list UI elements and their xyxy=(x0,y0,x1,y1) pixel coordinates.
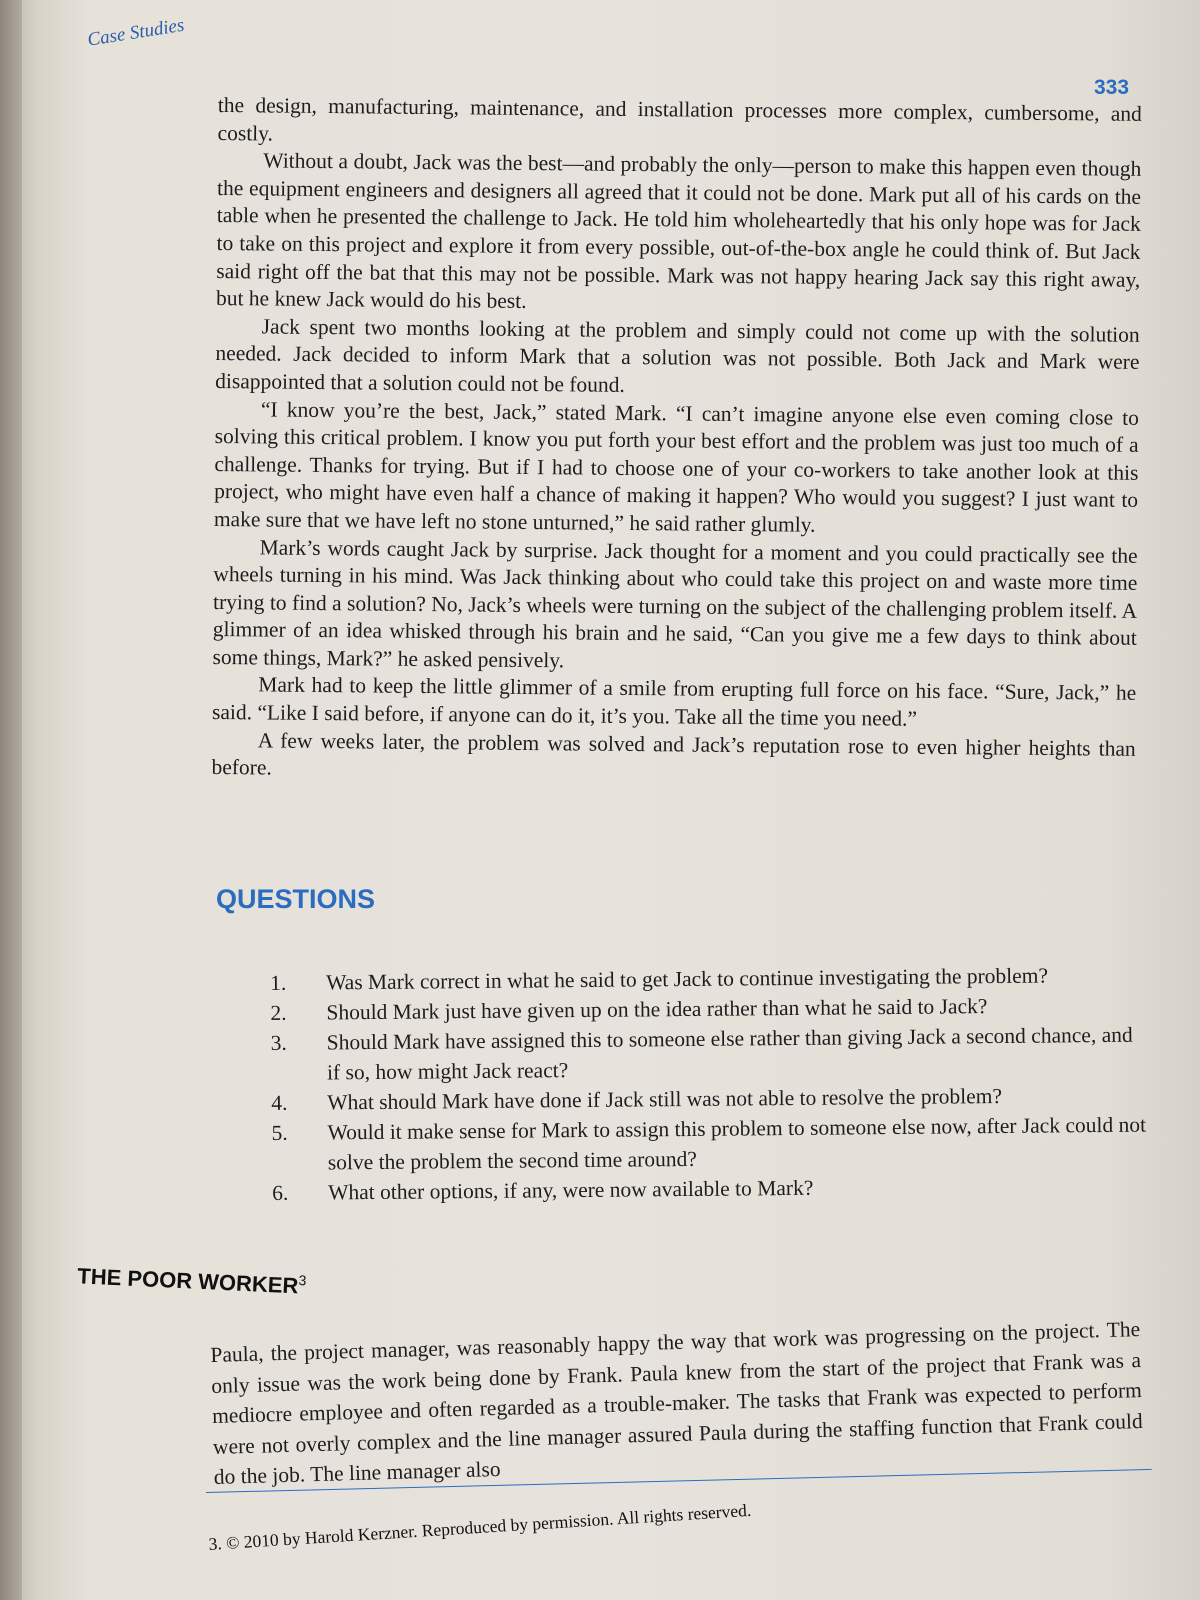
questions-heading: QUESTIONS xyxy=(216,884,376,914)
question-text: What other options, if any, were now available to Mark? xyxy=(328,1175,814,1205)
page-number: 333 xyxy=(1094,76,1130,99)
question-text: Would it make sense for Mark to assign this problem to someone else now, after Jack could not solve the problem the second time around? xyxy=(327,1112,1147,1175)
paragraph: “I know you’re the best, Jack,” stated Mark. “I can’t imagine anyone else even coming close to solving this critical problem. I know you put forth your best effort and the problem was just too much of a challenge. Thanks for trying. But if I had to choose one of your co-workers to take another look at this project, who might have even half a chance of making it happen? Who would you suggest? I just want to make sure that we have left no stone unturned,” he said rather glumly. xyxy=(213,396,1140,537)
paragraph: Mark’s words caught Jack by surprise. Jack thought for a moment and you could practically see the wheels turning in his mind. Was Jack thinking about who could take this project on and waste more time trying to find a solution? No, Jack’s wheels were turning on the subject of the challenging problem itself. A glimmer of an idea whisked through his brain and he said, “Can you give me a few days to think about some things, Mark?” he asked pensively. xyxy=(212,534,1138,673)
case-paragraph: Paula, the project manager, was reasonably happy the way that work was progressing on the project. The only issue was the work being done by Frank. Paula knew from the start of the project that Frank was a mediocre employee and often regarded as a trouble-maker. The tasks that Frank was expected to perform were not overly complex and the line manager assured Paula during the staffing function that Frank could do the job. The line manager also xyxy=(210,1317,1143,1489)
question-number: 1. xyxy=(270,970,287,995)
question-number: 3. xyxy=(270,1030,287,1055)
paragraph: Mark had to keep the little glimmer of a smile from erupting full force on his face. “Sure, Jack,” he said. “Like I said before, if anyone can do it, it’s you. Take all the time you need.” xyxy=(211,672,1137,731)
question-number: 2. xyxy=(270,1000,287,1025)
book-spine xyxy=(0,0,22,1600)
question-item xyxy=(271,1110,1152,1178)
paragraph: A few weeks later, the problem was solved and Jack’s reputation rose to even higher heights than before. xyxy=(211,728,1136,780)
question-text: Should Mark have assigned this to someone else rather than giving Jack a second chance, and if so, how might Jack react? xyxy=(326,1022,1133,1085)
case-title-text: THE POOR WORKER xyxy=(76,1263,299,1299)
question-text: Was Mark correct in what he said to get Jack to continue investigating the problem? xyxy=(326,963,1049,995)
question-text: Should Mark just have given up on the idea rather than what he said to Jack? xyxy=(326,994,988,1025)
case-title xyxy=(77,1262,307,1300)
paragraph: Jack spent two months looking at the problem and simply could not come up with the solution needed. Jack decided to inform Mark that a solution was not possible. Both Jack and Mark were disappointed that a solution could not be found. xyxy=(215,314,1140,397)
footnote-marker: 3 xyxy=(298,1272,307,1289)
question-number: 4. xyxy=(271,1090,288,1115)
question-number: 5. xyxy=(271,1120,288,1145)
question-item xyxy=(271,1020,1152,1088)
body-text xyxy=(211,92,1142,791)
running-head: Case Studies xyxy=(86,14,186,51)
question-number: 6. xyxy=(272,1180,289,1205)
footnote: 3. © 2010 by Harold Kerzner. Reproduced by permission. All rights reserved. xyxy=(208,1499,752,1554)
paragraph: the design, manufacturing, maintenance, and installation processes more complex, cumbersome, and costly. xyxy=(217,92,1142,146)
questions-list xyxy=(270,960,1152,1208)
question-text: What should Mark have done if Jack still was not able to resolve the problem? xyxy=(327,1083,1003,1115)
paragraph: Without a doubt, Jack was the best—and probably the only—person to make this happen even though the equipment engineers and designers all agreed that it could not be done. Mark put all of his cards on the table when he presented the challenge to Jack. He told him wholeheartedly that his only hope was for Jack to take on this project and explore it from every possible, out-of-the-box angle he could think of. But Jack said right off the bat that this may not be possible. Mark was not happy hearing Jack say this right away, but he knew Jack would do his best. xyxy=(215,148,1142,314)
